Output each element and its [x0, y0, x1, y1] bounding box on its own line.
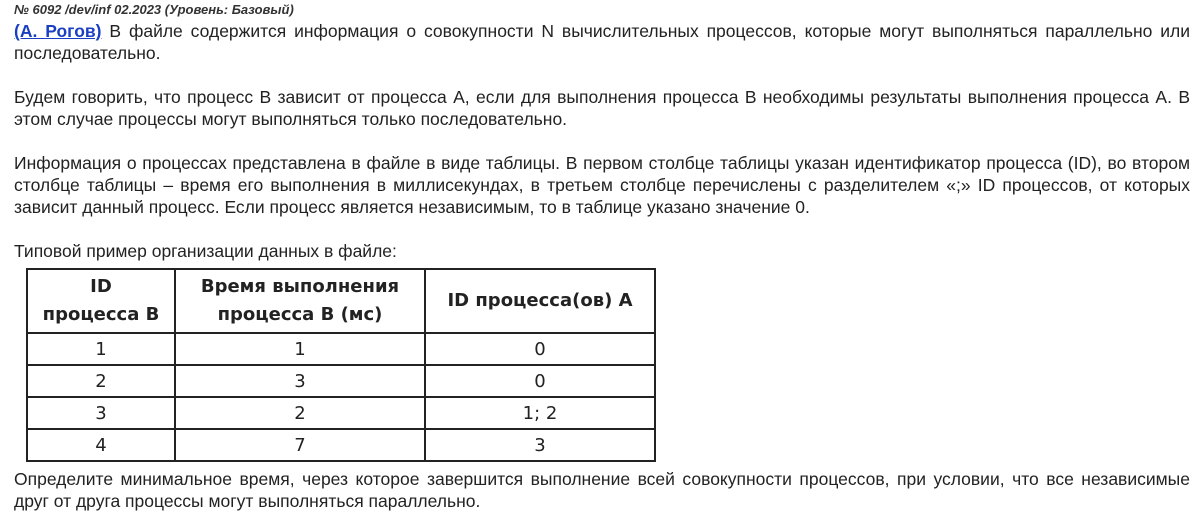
cell-deps: 0 [425, 365, 655, 397]
cell-id: 1 [27, 333, 175, 365]
header-dependencies: ID процесса(ов) A [425, 269, 655, 333]
table-row [27, 333, 655, 365]
table-row [27, 397, 655, 429]
table-row [27, 365, 655, 397]
intro-text: В файле содержится информация о совокупности N вычислительных процессов, которые могут выполняться параллельно или последовательно. [14, 21, 1190, 63]
question-paragraph: Определите минимальное время, через которое завершится выполнение всей совокупности процессов, при условии, что все независимые друг от друга процессы могут выполняться параллельно. [14, 469, 1190, 511]
cell-time: 3 [175, 365, 425, 397]
table-row [27, 429, 655, 461]
cell-deps: 0 [425, 333, 655, 365]
intro-paragraph [14, 20, 1190, 64]
table-header-row [27, 269, 655, 333]
cell-id: 3 [27, 397, 175, 429]
table-info-paragraph: Информация о процессах представлена в файле в виде таблицы. В первом столбце таблицы указан идентификатор процесса (ID), во втором столбце таблицы – время его выполнения в миллисекундах, в третьем столбце перечислены с разделителем «;» ID процессов, от которых зависит данный процесс. Если процесс является независимым, то в таблице указано значение 0. [14, 153, 1190, 217]
cell-id: 4 [27, 429, 175, 461]
header-process-id: ID процесса B [27, 269, 175, 333]
cell-time: 1 [175, 333, 425, 365]
problem-card [14, 0, 1190, 512]
dependency-paragraph: Будем говорить, что процесс B зависит от процесса A, если для выполнения процесса B необходимы результаты выполнения процесса A. В этом случае процессы могут выполняться только последовательно. [14, 87, 1190, 129]
problem-meta: № 6092 /dev/inf 02.2023 (Уровень: Базовый) [14, 2, 294, 17]
header-exec-time: Время выполнения процесса B (мс) [175, 269, 425, 333]
author-link[interactable]: (А. Рогов) [14, 21, 102, 41]
cell-id: 2 [27, 365, 175, 397]
cell-time: 7 [175, 429, 425, 461]
example-label: Типовой пример организации данных в файле: [14, 241, 397, 261]
cell-deps: 1; 2 [425, 397, 655, 429]
process-table [26, 268, 656, 462]
cell-time: 2 [175, 397, 425, 429]
cell-deps: 3 [425, 429, 655, 461]
